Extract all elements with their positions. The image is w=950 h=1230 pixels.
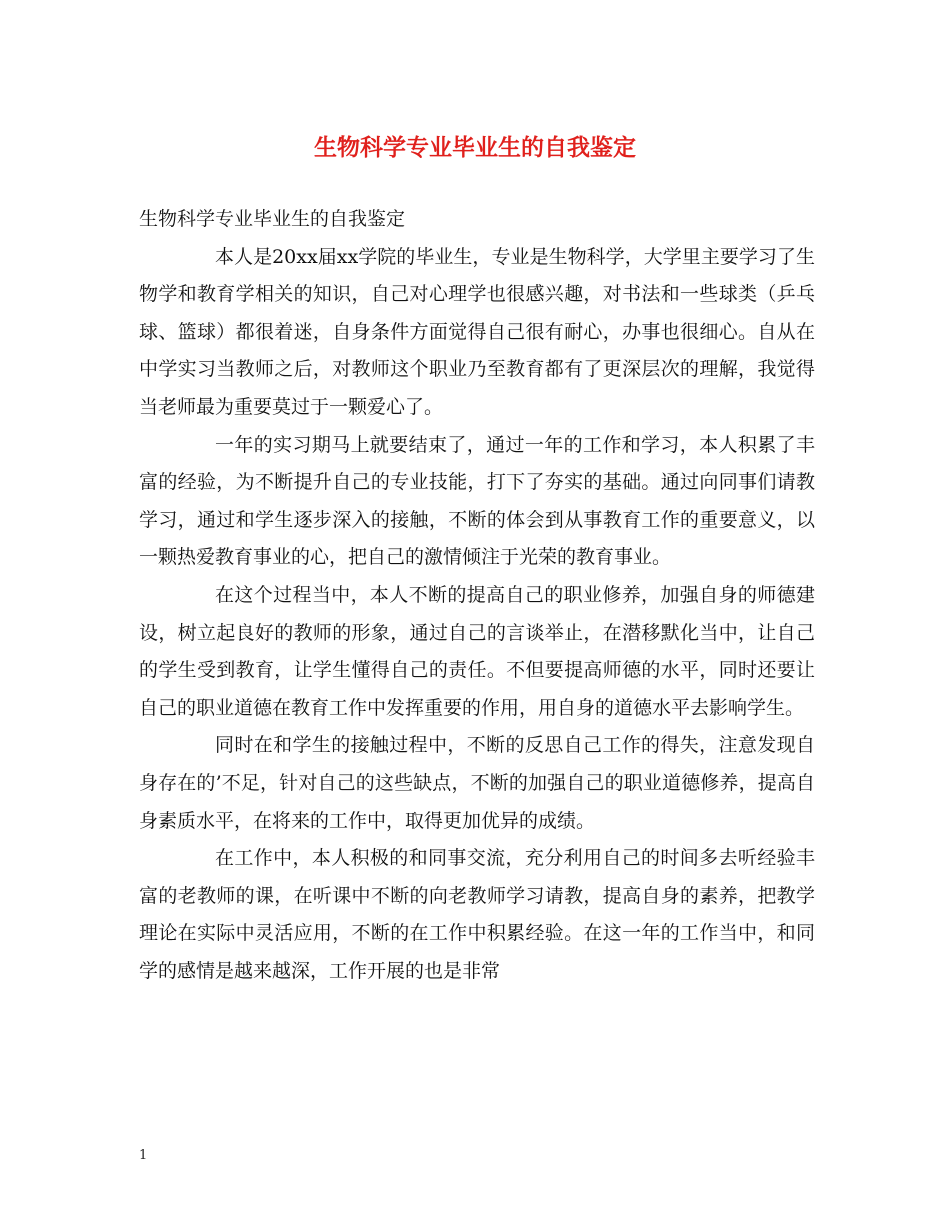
paragraph-4: 同时在和学生的接触过程中，不断的反思自己工作的得失，注意发现自身存在的’不足，针对自己的这些缺点，不断的加强自己的职业道德修养，提高自身素质水平，在将来的工作中，取得更加优异的成绩。 (139, 734, 815, 832)
page-number: 1 (139, 1148, 148, 1163)
paragraph-3: 在这个过程当中，本人不断的提高自己的职业修养，加强自身的师德建设，树立起良好的教师的形象，通过自己的言谈举止，在潜移默化当中，让自己的学生受到教育，让学生懂得自己的责任。不但要提高师德的水平，同时还要让自己的职业道德在教育工作中发挥重要的作用，用自身的道德水平去影响学生。 (139, 583, 815, 719)
paragraph-1: 本人是20xx届xx学院的毕业生，专业是生物科学，大学里主要学习了生物学和教育学相关的知识，自己对心理学也很感兴趣，对书法和一些球类（乒乓球、篮球）都很着迷，自身条件方面觉得自己很有耐心，办事也很细心。自从在中学实习当教师之后，对教师这个职业乃至教育都有了更深层次的理解，我觉得当老师最为重要莫过于一颗爱心了。 (139, 245, 815, 418)
document-subtitle: 生物科学专业毕业生的自我鉴定 (139, 208, 406, 230)
paragraph-2: 一年的实习期马上就要结束了，通过一年的工作和学习，本人积累了丰富的经验，为不断提升自己的专业技能，打下了夯实的基础。通过向同事们请教学习，通过和学生逐步深入的接触，不断的体会到从事教育工作的重要意义，以一颗热爱教育事业的心，把自己的激情倾注于光荣的教育事业。 (139, 433, 815, 569)
document-body (139, 201, 815, 990)
document-title: 生物科学专业毕业生的自我鉴定 (314, 134, 636, 161)
paragraph-5: 在工作中，本人积极的和同事交流，充分利用自己的时间多去听经验丰富的老教师的课，在听课中不断的向老教师学习请教，提高自身的素养，把教学理论在实际中灵活应用，不断的在工作中积累经验。在这一年的工作当中，和同学的感情是越来越深，工作开展的也是非常 (139, 847, 815, 982)
